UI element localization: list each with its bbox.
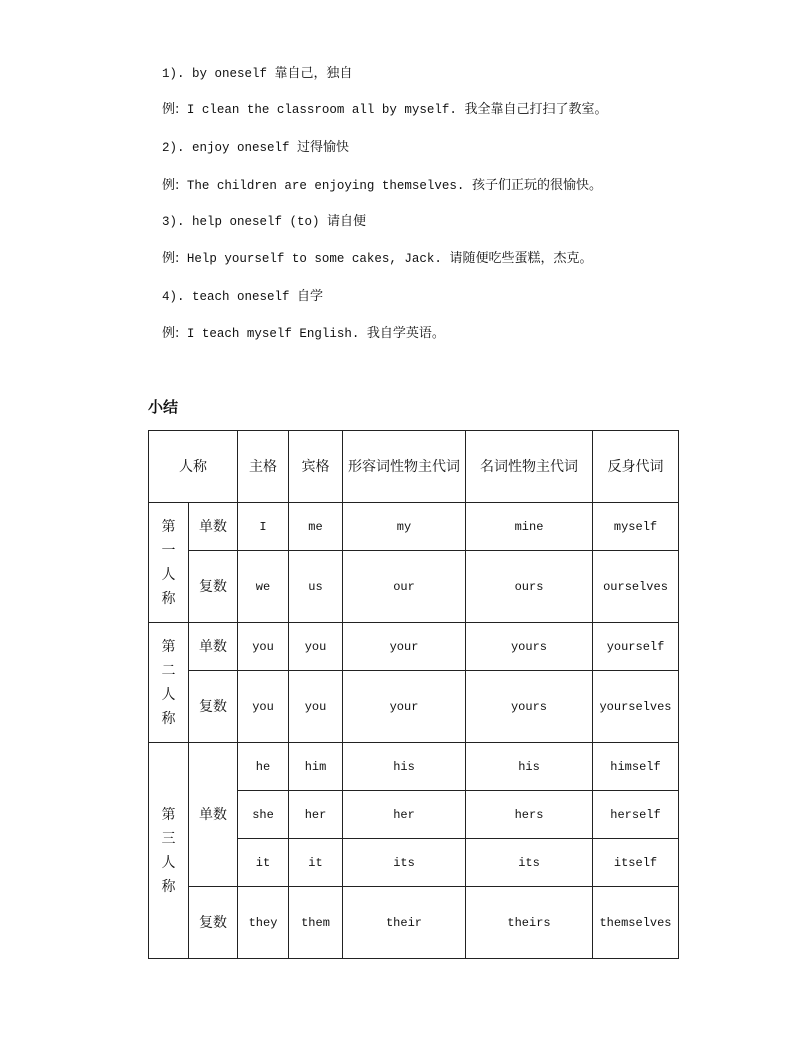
cell-noun: yours [466, 671, 593, 743]
cell-noun: hers [466, 791, 593, 839]
cell-noun: yours [466, 623, 593, 671]
cell-adj: his [343, 743, 466, 791]
table-row [149, 671, 679, 743]
cell-reflexive: yourselves [593, 671, 679, 743]
number-singular: 单数 [189, 503, 238, 551]
cell-noun: his [466, 743, 593, 791]
cell-noun: its [466, 839, 593, 887]
summary-title: 小结 [148, 398, 179, 416]
cell-noun: theirs [466, 887, 593, 959]
header-adj-possessive: 形容词性物主代词 [343, 431, 466, 503]
cell-adj: my [343, 503, 466, 551]
number-plural: 复数 [189, 887, 238, 959]
cell-adj: her [343, 791, 466, 839]
cell-reflexive: themselves [593, 887, 679, 959]
table-row [149, 551, 679, 623]
cell-object: me [289, 503, 343, 551]
cell-object: him [289, 743, 343, 791]
phrase-2: 2). enjoy oneself 过得愉快 [162, 140, 350, 155]
cell-adj: its [343, 839, 466, 887]
cell-reflexive: himself [593, 743, 679, 791]
header-noun-possessive: 名词性物主代词 [466, 431, 593, 503]
cell-subject: you [238, 671, 289, 743]
cell-object: you [289, 623, 343, 671]
header-person: 人称 [149, 431, 238, 503]
table-header-row [149, 431, 679, 503]
number-plural: 复数 [189, 551, 238, 623]
phrase-4: 4). teach oneself 自学 [162, 289, 324, 304]
example-3: 例: Help yourself to some cakes, Jack. 请随便吃些蛋糕，杰克。 [162, 251, 593, 266]
cell-object: you [289, 671, 343, 743]
cell-subject: it [238, 839, 289, 887]
cell-object: her [289, 791, 343, 839]
cell-adj: your [343, 671, 466, 743]
example-2: 例: The children are enjoying themselves. 孩子们正玩的很愉快。 [162, 178, 602, 193]
cell-object: us [289, 551, 343, 623]
cell-reflexive: yourself [593, 623, 679, 671]
cell-subject: they [238, 887, 289, 959]
cell-subject: she [238, 791, 289, 839]
number-plural: 复数 [189, 671, 238, 743]
second-person-label: 第二人称 [149, 623, 189, 743]
number-singular: 单数 [189, 623, 238, 671]
phrase-1: 1). by oneself 靠自己，独自 [162, 66, 353, 81]
cell-adj: their [343, 887, 466, 959]
pronoun-summary-table [148, 430, 679, 959]
phrase-3: 3). help oneself (to) 请自便 [162, 214, 367, 229]
header-subject: 主格 [238, 431, 289, 503]
cell-reflexive: herself [593, 791, 679, 839]
table-row [149, 623, 679, 671]
cell-adj: our [343, 551, 466, 623]
third-person-label: 第三人称 [149, 743, 189, 959]
cell-noun: mine [466, 503, 593, 551]
first-person-label: 第一人称 [149, 503, 189, 623]
example-4: 例: I teach myself English. 我自学英语。 [162, 326, 445, 341]
cell-reflexive: myself [593, 503, 679, 551]
example-1: 例: I clean the classroom all by myself. 我全靠自己打扫了教室。 [162, 102, 608, 117]
table-row [149, 887, 679, 959]
cell-object: them [289, 887, 343, 959]
cell-object: it [289, 839, 343, 887]
number-singular: 单数 [189, 743, 238, 887]
cell-subject: you [238, 623, 289, 671]
cell-reflexive: itself [593, 839, 679, 887]
cell-subject: he [238, 743, 289, 791]
table-row [149, 743, 679, 791]
cell-subject: I [238, 503, 289, 551]
header-reflexive: 反身代词 [593, 431, 679, 503]
cell-reflexive: ourselves [593, 551, 679, 623]
cell-adj: your [343, 623, 466, 671]
cell-subject: we [238, 551, 289, 623]
header-object: 宾格 [289, 431, 343, 503]
table-row [149, 503, 679, 551]
cell-noun: ours [466, 551, 593, 623]
